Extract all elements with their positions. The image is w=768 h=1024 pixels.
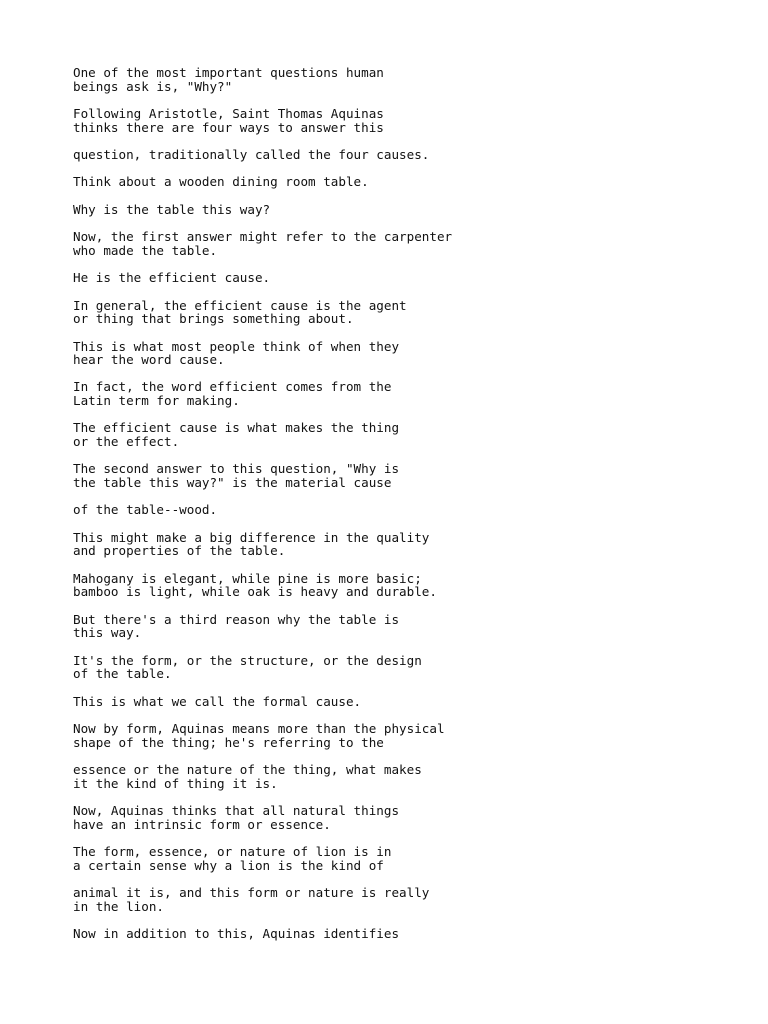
text-line: essence or the nature of the thing, what makes bbox=[73, 762, 422, 778]
paragraph-gap bbox=[73, 872, 733, 886]
paragraph-gap bbox=[73, 913, 733, 927]
paragraph-gap bbox=[73, 517, 733, 531]
text-line: shape of the thing; he's referring to the bbox=[73, 734, 384, 750]
paragraph bbox=[73, 230, 733, 257]
text-line: question, traditionally called the four causes. bbox=[73, 146, 430, 162]
text-line: animal it is, and this form or nature is really bbox=[73, 885, 430, 901]
paragraph-gap bbox=[73, 490, 733, 504]
paragraph bbox=[73, 175, 733, 189]
paragraph-gap bbox=[73, 93, 733, 107]
text-line: But there's a third reason why the table is bbox=[73, 611, 400, 627]
text-line: in the lion. bbox=[73, 898, 164, 914]
text-line: The efficient cause is what makes the thing bbox=[73, 420, 400, 436]
text-line: Latin term for making. bbox=[73, 393, 240, 409]
paragraph bbox=[73, 340, 733, 367]
paragraph-gap bbox=[73, 681, 733, 695]
paragraph-gap bbox=[73, 708, 733, 722]
text-line: it the kind of thing it is. bbox=[73, 775, 278, 791]
text-line: who made the table. bbox=[73, 242, 218, 258]
paragraph bbox=[73, 421, 733, 448]
paragraph-gap bbox=[73, 749, 733, 763]
text-line: Why is the table this way? bbox=[73, 201, 271, 217]
text-line: It's the form, or the structure, or the design bbox=[73, 652, 422, 668]
text-line: Think about a wooden dining room table. bbox=[73, 174, 369, 190]
text-line: a certain sense why a lion is the kind of bbox=[73, 857, 384, 873]
text-line: He is the efficient cause. bbox=[73, 270, 271, 286]
text-line: have an intrinsic form or essence. bbox=[73, 816, 331, 832]
paragraph-gap bbox=[73, 285, 733, 299]
text-line: Following Aristotle, Saint Thomas Aquinas bbox=[73, 105, 384, 121]
text-line: Now, Aquinas thinks that all natural things bbox=[73, 803, 400, 819]
paragraph bbox=[73, 503, 733, 517]
paragraph-gap bbox=[73, 367, 733, 381]
paragraph-gap bbox=[73, 640, 733, 654]
paragraph-gap bbox=[73, 216, 733, 230]
text-line: beings ask is, "Why?" bbox=[73, 78, 233, 94]
paragraph bbox=[73, 299, 733, 326]
text-line: Now, the first answer might refer to the carpenter bbox=[73, 229, 453, 245]
text-line: One of the most important questions human bbox=[73, 65, 384, 80]
paragraph bbox=[73, 107, 733, 134]
paragraph-gap bbox=[73, 326, 733, 340]
paragraph bbox=[73, 654, 733, 681]
paragraph-gap bbox=[73, 408, 733, 422]
paragraph bbox=[73, 722, 733, 749]
text-line: Now by form, Aquinas means more than the physical bbox=[73, 721, 445, 737]
paragraph bbox=[73, 271, 733, 285]
text-line: hear the word cause. bbox=[73, 352, 225, 368]
text-line: bamboo is light, while oak is heavy and durable. bbox=[73, 584, 437, 600]
paragraph bbox=[73, 380, 733, 407]
text-line: and properties of the table. bbox=[73, 543, 286, 559]
text-line: or the effect. bbox=[73, 434, 180, 450]
text-line: of the table. bbox=[73, 666, 172, 682]
text-line: of the table--wood. bbox=[73, 502, 218, 518]
text-line: Now in addition to this, Aquinas identifies bbox=[73, 926, 400, 942]
paragraph bbox=[73, 613, 733, 640]
paragraph-gap bbox=[73, 599, 733, 613]
paragraph-gap bbox=[73, 257, 733, 271]
text-line: the table this way?" is the material cause bbox=[73, 475, 392, 491]
text-line: This is what we call the formal cause. bbox=[73, 693, 362, 709]
paragraph bbox=[73, 203, 733, 217]
paragraph bbox=[73, 804, 733, 831]
text-line: thinks there are four ways to answer this bbox=[73, 119, 384, 135]
paragraph bbox=[73, 572, 733, 599]
paragraph-gap bbox=[73, 558, 733, 572]
paragraph-gap bbox=[73, 162, 733, 176]
paragraph bbox=[73, 927, 733, 941]
text-line: In fact, the word efficient comes from the bbox=[73, 379, 392, 395]
text-line: In general, the efficient cause is the agent bbox=[73, 297, 407, 313]
paragraph bbox=[73, 148, 733, 162]
text-line: The second answer to this question, "Why is bbox=[73, 461, 400, 477]
paragraph-gap bbox=[73, 189, 733, 203]
paragraph-gap bbox=[73, 790, 733, 804]
text-line: or thing that brings something about. bbox=[73, 311, 354, 327]
text-line: this way. bbox=[73, 625, 142, 641]
text-line: Mahogany is elegant, while pine is more basic; bbox=[73, 570, 422, 586]
text-line: This might make a big difference in the quality bbox=[73, 529, 430, 545]
paragraph bbox=[73, 462, 733, 489]
paragraph bbox=[73, 845, 733, 872]
text-line: The form, essence, or nature of lion is in bbox=[73, 844, 392, 860]
paragraph bbox=[73, 695, 733, 709]
paragraph bbox=[73, 763, 733, 790]
document-text bbox=[73, 66, 733, 941]
paragraph bbox=[73, 531, 733, 558]
paragraph-gap bbox=[73, 831, 733, 845]
paragraph bbox=[73, 886, 733, 913]
paragraph-gap bbox=[73, 449, 733, 463]
paragraph bbox=[73, 66, 733, 93]
text-line: This is what most people think of when they bbox=[73, 338, 400, 354]
paragraph-gap bbox=[73, 134, 733, 148]
